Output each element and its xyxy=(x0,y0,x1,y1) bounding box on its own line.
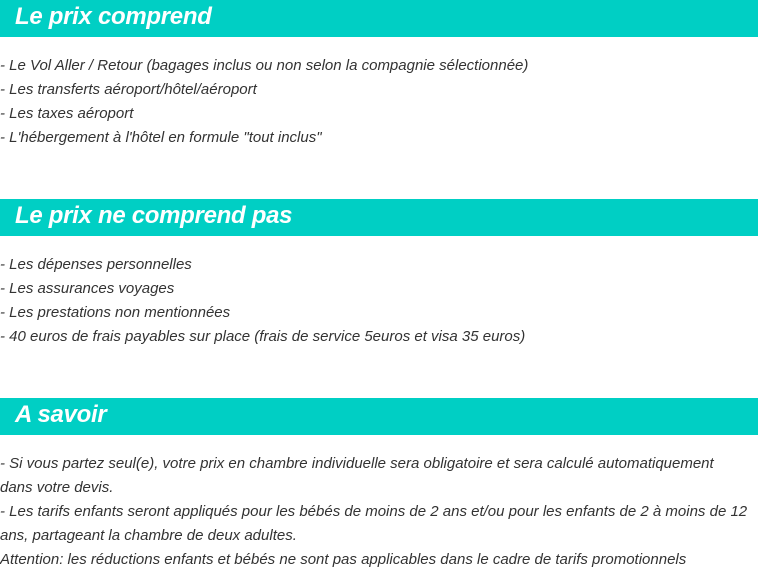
section-header xyxy=(0,0,758,37)
section-body xyxy=(0,435,758,572)
list-item: - Les dépenses personnelles xyxy=(0,256,192,273)
list-item: Attention: les réductions enfants et bébés ne sont pas applicables dans le cadre de tarifs promotionnels xyxy=(0,551,687,568)
list-item: - Les tarifs enfants seront appliqués pour les bébés de moins de 2 ans et/ou pour les enfants de 2 à moins de 12 ans, partageant la chambre de deux adultes. xyxy=(0,503,748,544)
section-title: A savoir xyxy=(15,401,107,428)
list-item: - Le Vol Aller / Retour (bagages inclus ou non selon la compagnie sélectionnée) xyxy=(0,57,529,74)
section-price-includes xyxy=(0,0,758,150)
section-header xyxy=(0,398,758,435)
section-body xyxy=(0,37,758,150)
section-title: Le prix ne comprend pas xyxy=(15,202,293,229)
list-item: - Les assurances voyages xyxy=(0,280,175,297)
list-item: - Les prestations non mentionnées xyxy=(0,304,231,321)
list-item: - Les transferts aéroport/hôtel/aéroport xyxy=(0,81,257,98)
list-item: - 40 euros de frais payables sur place (frais de service 5euros et visa 35 euros) xyxy=(0,328,526,345)
list-item: - L'hébergement à l'hôtel en formule "tout inclus" xyxy=(0,129,322,146)
section-price-excludes xyxy=(0,199,758,349)
section-title: Le prix comprend xyxy=(15,3,212,30)
section-good-to-know xyxy=(0,398,758,572)
list-item: - Les taxes aéroport xyxy=(0,105,134,122)
list-item: - Si vous partez seul(e), votre prix en chambre individuelle sera obligatoire et sera calculé automatiquement dans votre devis. xyxy=(0,455,714,496)
section-body xyxy=(0,236,758,349)
section-header xyxy=(0,199,758,236)
